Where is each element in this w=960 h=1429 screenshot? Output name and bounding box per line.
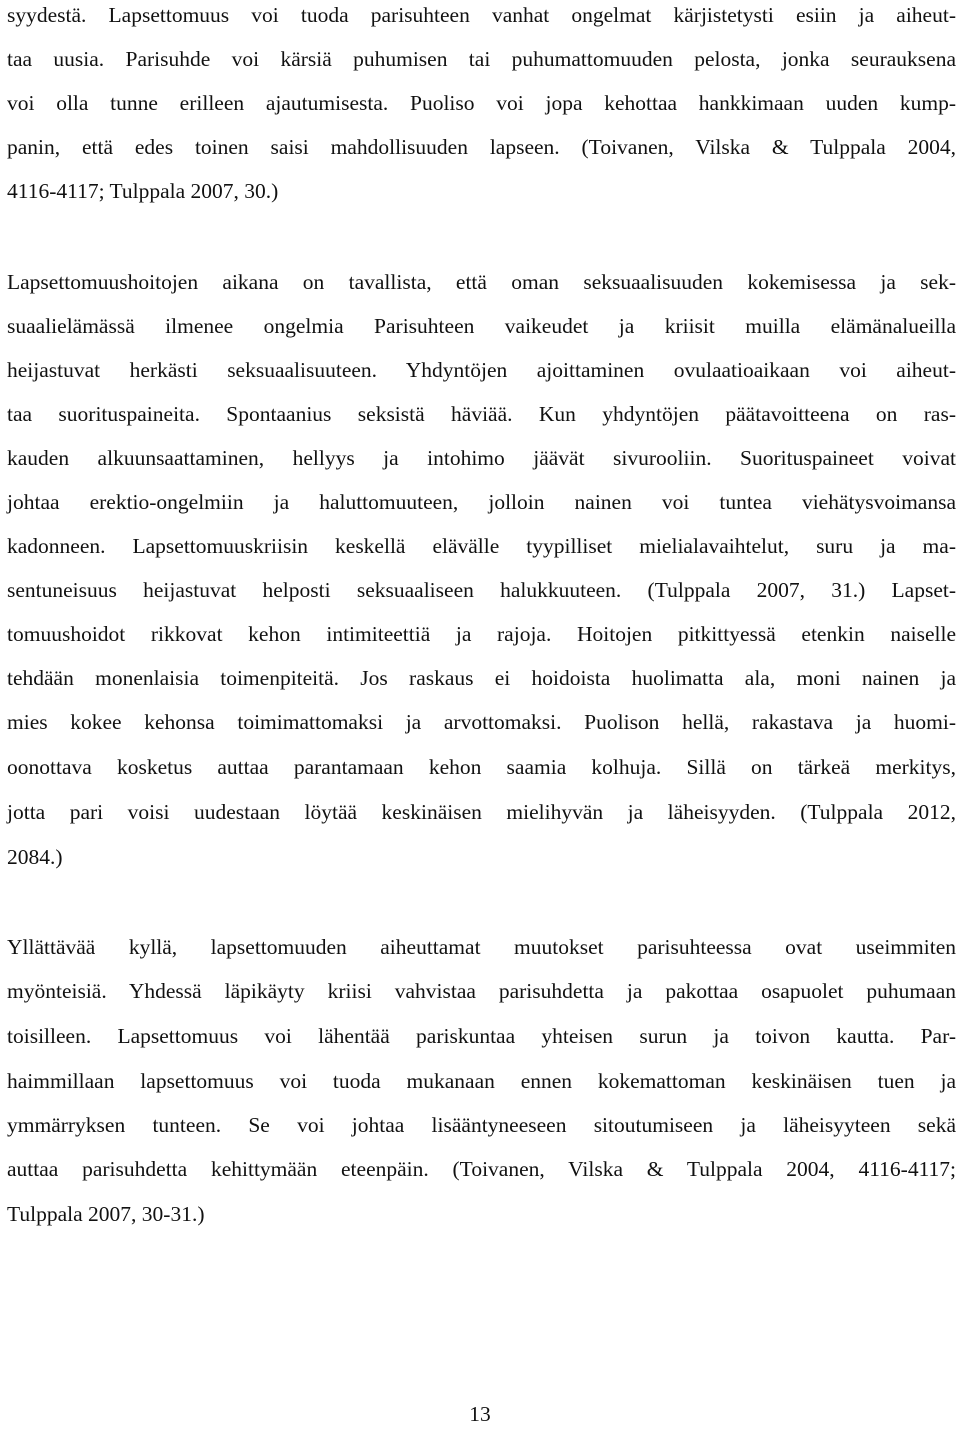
text-line: heijastuvat herkästi seksuaalisuuteen. Yhdyntöjen ajoittaminen ovulaatioaikaan voi aiheut- <box>7 358 956 382</box>
text-line: myönteisiä. Yhdessä läpikäyty kriisi vahvistaa parisuhdetta ja pakottaa osapuolet puhumaan <box>7 979 956 1003</box>
text-line: syydestä. Lapsettomuus voi tuoda parisuhteen vanhat ongelmat kärjistetysti esiin ja aiheut- <box>7 3 956 27</box>
text-line: Lapsettomuushoitojen aikana on tavallista, että oman seksuaalisuuden kokemisessa ja sek- <box>7 270 956 294</box>
text-line: tomuushoidot rikkovat kehon intimiteettiä ja rajoja. Hoitojen pitkittyessä etenkin naiselle <box>7 622 956 646</box>
text-line: haimmillaan lapsettomuus voi tuoda mukanaan ennen kokemattoman keskinäisen tuen ja <box>7 1069 956 1093</box>
text-line: toisilleen. Lapsettomuus voi lähentää pariskuntaa yhteisen surun ja toivon kautta. Par- <box>7 1024 956 1048</box>
text-line: tehdään monenlaisia toimenpiteitä. Jos raskaus ei hoidoista huolimatta ala, moni nainen ja <box>7 666 956 690</box>
text-line: ymmärryksen tunteen. Se voi johtaa lisääntyneeseen sitoutumiseen ja läheisyyteen sekä <box>7 1113 956 1137</box>
text-line: 4116-4117; Tulppala 2007, 30.) <box>7 179 279 203</box>
text-line: mies kokee kehonsa toimimattomaksi ja arvottomaksi. Puolison hellä, rakastava ja huomi- <box>7 710 956 734</box>
text-line: Tulppala 2007, 30-31.) <box>7 1202 205 1226</box>
text-line: oonottava kosketus auttaa parantamaan kehon saamia kolhuja. Sillä on tärkeä merkitys, <box>7 755 956 779</box>
text-line: Yllättävää kyllä, lapsettomuuden aiheuttamat muutokset parisuhteessa ovat useimmiten <box>7 935 956 959</box>
text-line: taa uusia. Parisuhde voi kärsiä puhumisen tai puhumattomuuden pelosta, jonka seurauksena <box>7 47 956 71</box>
text-line: auttaa parisuhdetta kehittymään eteenpäin. (Toivanen, Vilska & Tulppala 2004, 4116-4117; <box>7 1157 956 1181</box>
text-line: sentuneisuus heijastuvat helposti seksuaaliseen halukkuuteen. (Tulppala 2007, 31.) Lapset- <box>7 578 956 602</box>
text-line: kadonneen. Lapsettomuuskriisin keskellä elävälle tyypilliset mielialavaihtelut, suru ja ma- <box>7 534 956 558</box>
text-line: johtaa erektio-ongelmiin ja haluttomuuteen, jolloin nainen voi tuntea viehätysvoimansa <box>7 490 956 514</box>
text-line: taa suorituspaineita. Spontaanius seksistä häviää. Kun yhdyntöjen päätavoitteena on ras- <box>7 402 956 426</box>
text-line: kauden alkuunsaattaminen, hellyys ja intohimo jäävät sivurooliin. Suorituspaineet voivat <box>7 446 956 470</box>
text-line: jotta pari voisi uudestaan löytää keskinäisen mielihyvän ja läheisyyden. (Tulppala 2012, <box>7 800 956 824</box>
text-line: suaalielämässä ilmenee ongelmia Parisuhteen vaikeudet ja kriisit muilla elämänalueilla <box>7 314 956 338</box>
page-number: 13 <box>469 1402 491 1426</box>
text-line: voi olla tunne erilleen ajautumisesta. Puoliso voi jopa kehottaa hankkimaan uuden kump- <box>7 91 956 115</box>
text-line: 2084.) <box>7 845 63 869</box>
text-line: panin, että edes toinen saisi mahdollisuuden lapseen. (Toivanen, Vilska & Tulppala 2004, <box>7 135 956 159</box>
